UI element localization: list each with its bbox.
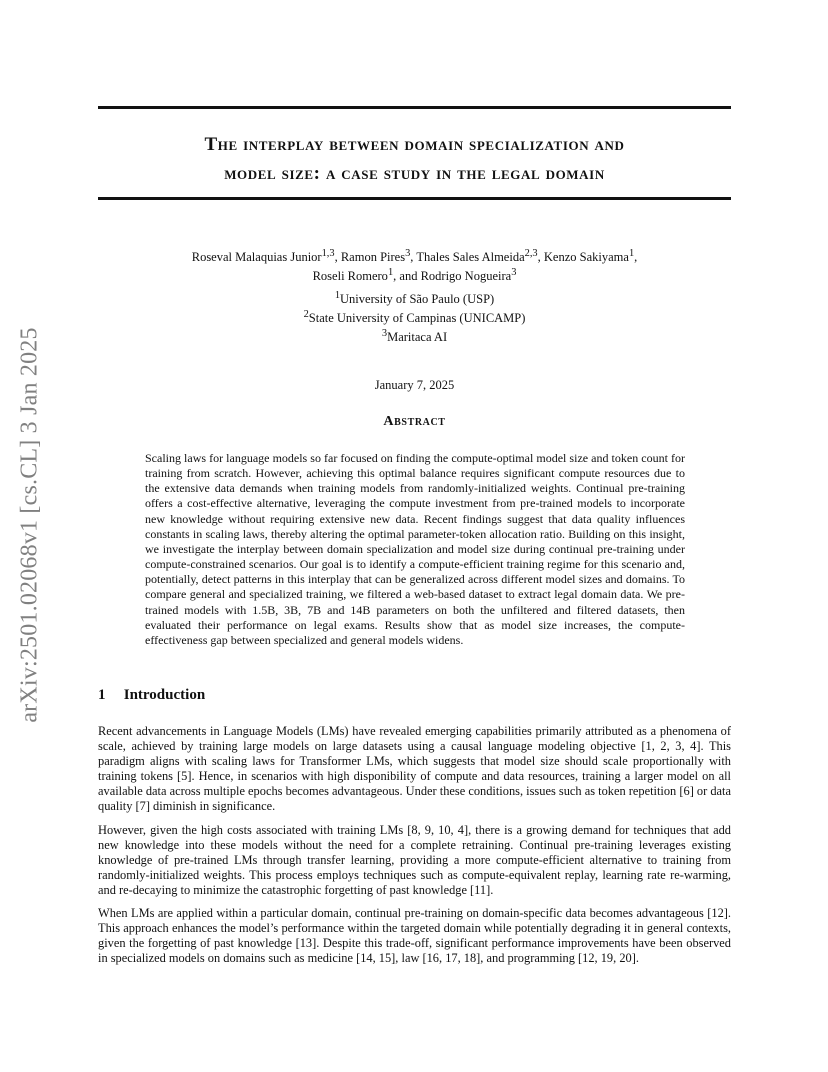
- author-separator: ,: [634, 250, 638, 265]
- author: [192, 250, 335, 264]
- paper-title: [98, 130, 731, 188]
- author-separator: ,: [334, 250, 341, 265]
- author-name: Kenzo Sakiyama: [543, 250, 629, 265]
- author-name: Roseli Romero: [312, 269, 388, 284]
- affiliation: [98, 326, 731, 345]
- title-line-1: The interplay between domain specialization and: [204, 134, 625, 155]
- affiliation-name: Maritaca AI: [387, 330, 448, 345]
- arxiv-identifier: arXiv:2501.02068v1 [cs.CL] 3 Jan 2025: [16, 327, 43, 723]
- affiliation: [98, 288, 731, 307]
- author: [421, 269, 517, 283]
- author: [544, 250, 634, 264]
- title-top-rule: [98, 106, 731, 109]
- abstract-heading: Abstract: [383, 414, 446, 429]
- author-affiliation-mark: 1: [628, 248, 635, 259]
- affiliation-mark: 2: [303, 309, 309, 321]
- title-line-2: model size: a case study in the legal domain: [224, 163, 605, 184]
- author-affiliation-mark: 1,3: [321, 248, 335, 259]
- author-separator: ,: [537, 250, 544, 265]
- affiliation-mark: 1: [334, 290, 341, 301]
- affiliation-list: [98, 288, 731, 345]
- author-name: Rodrigo Nogueira: [420, 269, 512, 284]
- author: [313, 269, 394, 283]
- affiliation-name: University of São Paulo (USP): [340, 292, 495, 307]
- section-heading: [98, 687, 205, 704]
- author-affiliation-mark: 1: [387, 267, 394, 279]
- author-name: Roseval Malaquias Junior: [191, 250, 322, 265]
- body-paragraph: When LMs are applied within a particular domain, continual pre-training on domain-specific data becomes advantageous [12]. This approach enhances the model’s performance within the targeted domain while potentially degrading it in general contexts, given the forgetting of past knowledge [13]. Despite this trade-off, significant performance improvements have been observed in specialized models on domains such as medicine [14, 15], law [16, 17, 18], and programming [12, 19, 20].: [98, 906, 731, 966]
- author-affiliation-mark: 2,3: [524, 248, 538, 259]
- author-name: Thales Sales Almeida: [416, 250, 525, 265]
- affiliation-name: State University of Campinas (UNICAMP): [308, 311, 526, 326]
- author: [341, 250, 410, 264]
- author-separator: ,: [410, 250, 417, 265]
- body-paragraph: Recent advancements in Language Models (LMs) have revealed emerging capabilities primarily attributed as a phenomena of scale, achieved by training large models on large datasets using a causal language modeling objective [1, 2, 3, 4]. This paradigm aligns with scaling laws for Transformer LMs, which suggests that model size should scale proportionally with training tokens [5]. Hence, in scenarios with high disponibility of compute and data resources, training a larger model on all available data across multiple epochs becomes advantageous. Under these conditions, issues such as token repetition [6] or data quality [7] diminish in significance.: [98, 724, 731, 814]
- body-paragraph: However, given the high costs associated with training LMs [8, 9, 10, 4], there is a growing demand for techniques that add new knowledge into these models without the need for a complete retraining. Continual pre-training leverages existing knowledge of pre-trained LMs through transfer learning, providing a more compute-efficient alternative to training from randomly-initialized weights. This process employs techniques such as compute-equivalent replay, learning rate re-warming, and re-decaying to minimize the catastrophic forgetting of past knowledge [11].: [98, 822, 731, 897]
- affiliation: [98, 307, 731, 326]
- abstract-text: Scaling laws for language models so far focused on finding the compute-optimal model size and token count for training from scratch. However, achieving this optimal balance requires significant compute resources due to the extensive data demands when training models from randomly-initialized weights. Continual pre-training offers a cost-effective alternative, leveraging the compute investment from pre-trained models to incorporate new knowledge without requiring extensive new data. Recent findings suggest that data quality influences constants in scaling laws, thereby altering the optimal parameter-token allocation ratio. Building on this insight, we investigate the interplay between domain specialization and model size during continual pre-training under compute-constrained scenarios. Our goal is to identify a compute-efficient training regime for this scenario and, potentially, detect patterns in this interplay that can be generalized across different model sizes and domains. To compare general and specialized training, we filtered a web-based dataset to extract legal domain data. We pre-trained models with 1.5B, 3B, 7B and 14B parameters on both the unfiltered and filtered datasets, then evaluated their performance on legal exams. Results show that as model size increases, the compute-effectiveness gap between specialized and general models widens.: [145, 451, 685, 647]
- author-separator: , and: [393, 269, 421, 284]
- author-name: Ramon Pires: [340, 250, 406, 265]
- author-list: [98, 246, 731, 284]
- title-bottom-rule: [98, 197, 731, 200]
- affiliation-mark: 3: [381, 328, 388, 340]
- author-affiliation-mark: 3: [511, 267, 517, 279]
- paper-date: January 7, 2025: [374, 378, 455, 392]
- section-body: [98, 724, 731, 974]
- section-number: 1: [98, 687, 106, 703]
- author: [416, 250, 537, 264]
- arxiv-sidebar: [0, 290, 60, 760]
- section-title: Introduction: [123, 687, 206, 703]
- author-affiliation-mark: 3: [405, 248, 411, 259]
